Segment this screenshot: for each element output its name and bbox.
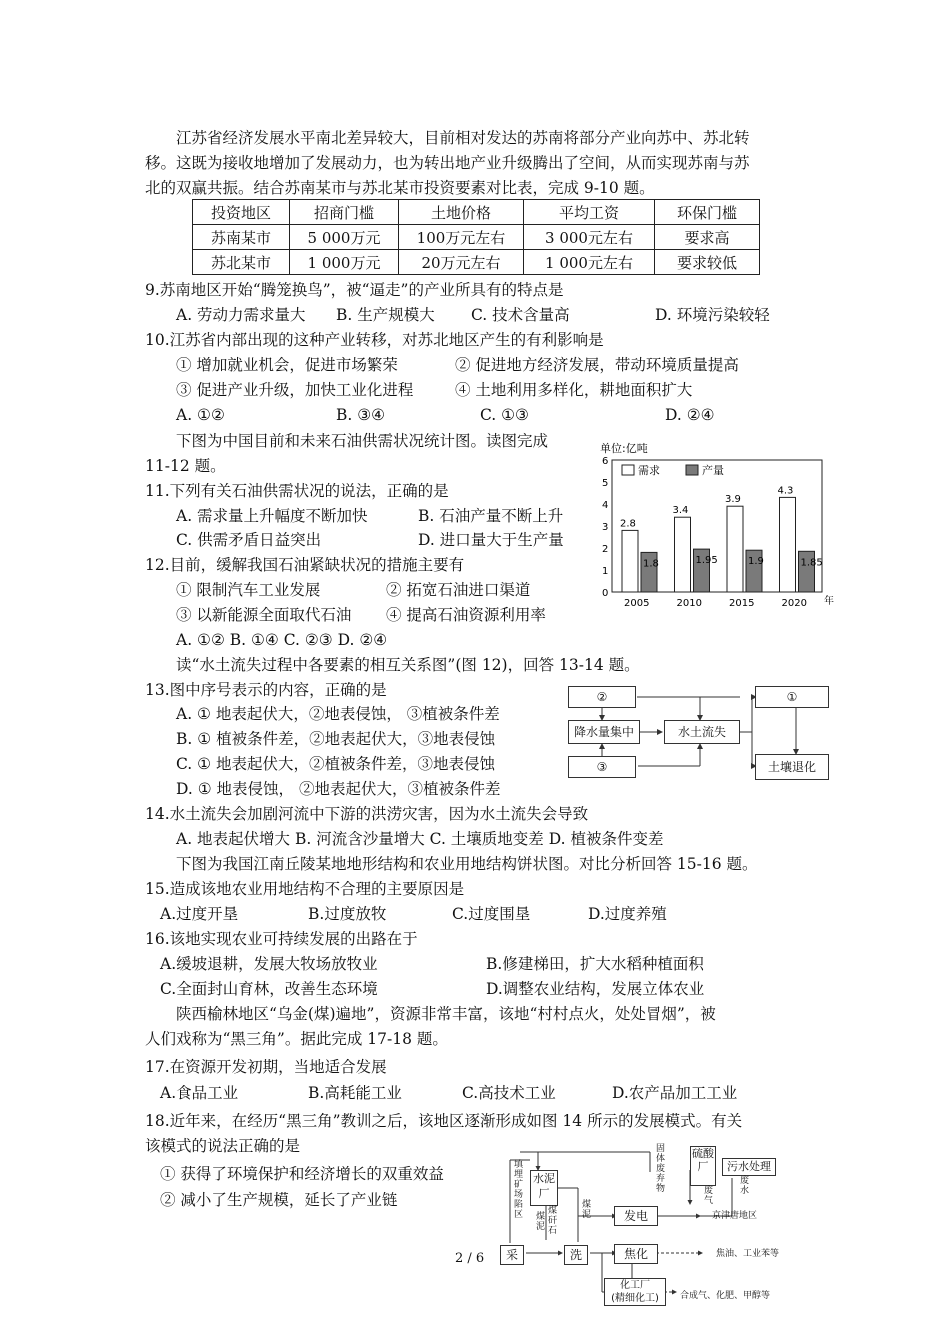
industry-slag-label: 煤泥 [536,1212,546,1232]
q14-options: A. 地表起伏增大 B. 河流含沙量增大 C. 土壤质地变差 D. 植被条件变差 [176,830,664,848]
industry-gangue-label: 煤矸石 [548,1206,558,1236]
industry-fill-label: 填埋矿场陷区 [514,1160,524,1220]
q17-option-b: B.高耗能工业 [308,1084,402,1102]
industry-coal-slime-label: 煤泥 [582,1200,592,1220]
industry-washing: 洗 [564,1245,588,1265]
intro-line-2: 移。这既为接收地增加了发展动力，也为转出地产业升级腾出了空间，从而实现苏南与苏 [145,154,750,172]
industry-coking: 焦化 [614,1244,658,1264]
q17-option-a: A.食品工业 [160,1084,239,1102]
q10-option-b: B. ③④ [336,406,386,424]
industry-mining: 采 [500,1245,524,1265]
table-cell: 5 000万元 [290,225,399,250]
intro-line-3: 北的双赢共振。结合苏南某市与苏北某市投资要素对比表，完成 9-10 题。 [145,179,655,197]
legend-production-swatch [686,465,698,475]
table-cell: 1 000元左右 [524,250,655,275]
table-row [193,250,760,275]
q17-stem: 17.在资源开发初期，当地适合发展 [145,1058,387,1076]
soil-intro: 读“水土流失过程中各要素的相互关系图”(图 12)，回答 13-14 题。 [176,656,640,674]
flow-box-soil: 土壤退化 [755,754,829,780]
bar-value-label: 2.8 [620,518,636,530]
industry-waste-gas-label: 废气 [704,1186,714,1206]
q10-statement-2: ② 促进地方经济发展，带动环境质量提高 [455,356,739,374]
q16-option-a: A.缓坡退耕，发展大牧场放牧业 [160,955,378,973]
bar-demand [727,506,743,592]
table-cell: 苏南某市 [193,225,290,250]
hill-intro: 下图为我国江南丘陵某地地形结构和农业用地结构饼状图。对比分析回答 15-16 题。 [176,855,758,873]
q11-option-b: B. 石油产量不断上升 [418,507,564,525]
bar-value-label: 3.9 [725,494,741,506]
y-tick-label: 5 [602,478,609,489]
intro-line-1: 江苏省经济发展水平南北差异较大，目前相对发达的苏南将部分产业向苏中、苏北转 [176,129,750,147]
q13-stem: 13.图中序号表示的内容，正确的是 [145,681,387,699]
table-row [193,225,760,250]
y-tick-label: 1 [602,566,609,577]
q10-option-c: C. ①③ [480,406,529,424]
q9-option-c: C. 技术含量高 [471,306,570,324]
y-tick-label: 3 [602,522,609,533]
q18-statement-1: ① 获得了环境保护和经济增长的双重效益 [160,1165,444,1183]
q18-line-1: 18.近年来，在经历“黑三角”教训之后，该地区逐渐形成如图 14 所示的发展模式。有关 [145,1112,743,1130]
table-header-row [193,200,760,225]
q10-statement-1: ① 增加就业机会，促进市场繁荣 [176,356,398,374]
q10-option-a: A. ①② [176,406,225,424]
industry-chem-sub: (精细化工) [611,1293,659,1304]
legend-production-label: 产量 [702,464,724,477]
table-header: 土地价格 [399,200,524,225]
q16-option-b: B.修建梯田，扩大水稻种植面积 [486,955,704,973]
legend-demand-swatch [622,465,634,475]
industry-solid-waste-label: 固体废弃物 [656,1144,666,1194]
y-tick-label: 6 [602,456,609,467]
q10-statement-3: ③ 促进产业升级，加快工业化进程 [176,381,414,399]
flow-box-erosion: 水土流失 [664,720,740,744]
q16-option-c: C.全面封山育林，改善生态环境 [160,980,378,998]
bar-value-label: 3.4 [672,505,689,517]
table-header: 环保门槛 [655,200,760,225]
industry-power: 发电 [614,1206,658,1226]
q15-option-b: B.过度放牧 [308,905,387,923]
q9-option-a: A. 劳动力需求量大 [176,306,306,324]
flow-box-1: ① [755,686,829,708]
page-number: 2 / 6 [455,1251,485,1266]
y-tick-label: 4 [602,500,609,511]
bar-value-label: 1.8 [643,558,659,570]
table-cell: 100万元左右 [399,225,524,250]
table-cell: 20万元左右 [399,250,524,275]
q15-option-d: D.过度养殖 [588,905,667,923]
x-tick-label: 2005 [624,598,650,609]
y-tick-label: 2 [602,544,609,555]
q13-option-b: B. ① 植被条件差，②地表起伏大，③地表侵蚀 [176,730,496,748]
bar-value-label: 4.3 [777,485,794,497]
bar-value-label: 1.9 [748,556,764,568]
q17-option-d: D.农产品加工工业 [612,1084,738,1102]
bar-demand [675,517,691,592]
q12-statement-3: ③ 以新能源全面取代石油 [176,606,352,624]
x-tick-label: 2020 [781,598,807,609]
q12-statement-1: ① 限制汽车工业发展 [176,581,321,599]
q14-stem: 14.水土流失会加剧河流中下游的洪涝灾害，因为水土流失会导致 [145,805,589,823]
oil-supply-demand-chart [598,440,848,610]
q18-statement-2: ② 减小了生产规模，延长了产业链 [160,1191,398,1209]
q15-stem: 15.造成该地农业用地结构不合理的主要原因是 [145,880,465,898]
flow-box-3: ③ [568,756,636,778]
industry-chem-label: 化工厂 [620,1280,650,1291]
q10-option-d: D. ②④ [665,406,715,424]
x-axis-suffix: 年 [824,596,834,607]
table-cell: 要求较低 [655,250,760,275]
table-cell: 苏北某市 [193,250,290,275]
industry-products-chem: 合成气、化肥、甲醇等 [680,1291,771,1301]
oil-intro-line-2: 11-12 题。 [145,457,226,475]
q10-statement-4: ④ 土地利用多样化，耕地面积扩大 [455,381,693,399]
oil-intro-line-1: 下图为中国目前和未来石油供需状况统计图。读图完成 [176,432,549,450]
q11-option-c: C. 供需矛盾日益突出 [176,531,322,549]
q9-option-d: D. 环境污染较轻 [655,306,770,324]
x-tick-label: 2015 [729,598,755,609]
industry-to-jjt: 京津唐地区 [712,1211,758,1221]
industry-chem-plant [604,1278,666,1306]
bar-value-label: 1.85 [800,557,823,569]
flow-box-2: ② [568,686,636,708]
q12-answers: A. ①② B. ①④ C. ②③ D. ②④ [176,631,388,649]
q15-option-c: C.过度围垦 [452,905,531,923]
bar-demand [780,497,796,592]
q17-option-c: C.高技术工业 [462,1084,556,1102]
x-tick-label: 2010 [676,598,702,609]
industry-cement: 水泥厂 [530,1170,558,1206]
bar-demand [622,530,638,592]
q12-stem: 12.目前，缓解我国石油紧缺状况的措施主要有 [145,556,465,574]
q11-option-a: A. 需求量上升幅度不断加快 [176,507,368,525]
industry-waste-water-label: 废水 [740,1176,750,1196]
table-cell: 1 000万元 [290,250,399,275]
q16-option-d: D.调整农业结构，发展立体农业 [486,980,705,998]
q15-option-a: A.过度开垦 [160,905,239,923]
table-cell: 要求高 [655,225,760,250]
table-header: 投资地区 [193,200,290,225]
flow-box-rain: 降水量集中 [568,720,640,744]
industry-acid-plant: 硫酸厂 [690,1146,716,1186]
q11-stem: 11.下列有关石油供需状况的说法，正确的是 [145,482,449,500]
q11-option-d: D. 进口量大于生产量 [418,531,564,549]
q12-statement-4: ④ 提高石油资源利用率 [386,606,546,624]
table-header: 平均工资 [524,200,655,225]
q12-statement-2: ② 拓宽石油进口渠道 [386,581,531,599]
investment-table [192,199,760,275]
shaanxi-line-2: 人们戏称为“黑三角”。据此完成 17-18 题。 [145,1030,448,1048]
table-header: 招商门槛 [290,200,399,225]
q10-stem: 10.江苏省内部出现的这种产业转移，对苏北地区产生的有利影响是 [145,331,604,349]
chart-unit-label: 单位:亿吨 [600,442,648,455]
q16-stem: 16.该地实现农业可持续发展的出路在于 [145,930,418,948]
q9-option-b: B. 生产规模大 [336,306,435,324]
legend-demand-label: 需求 [638,464,660,477]
bar-value-label: 1.95 [695,555,718,567]
shaanxi-line-1: 陕西榆林地区“乌金(煤)遍地”，资源非常丰富，该地“村村点火，处处冒烟”，被 [176,1005,716,1023]
q9-stem: 9.苏南地区开始“腾笼换鸟”，被“逼走”的产业所具有的特点是 [145,281,564,299]
industry-products-coking: 焦油、工业苯等 [716,1249,780,1259]
y-tick-label: 0 [602,588,609,599]
q13-option-c: C. ① 地表起伏大，②植被条件差，③地表侵蚀 [176,755,495,773]
table-cell: 3 000元左右 [524,225,655,250]
industry-sewage: 污水处理 [722,1158,776,1176]
q18-line-2: 该模式的说法正确的是 [145,1137,301,1155]
q13-option-d: D. ① 地表侵蚀， ②地表起伏大，③植被条件差 [176,780,501,798]
q13-option-a: A. ① 地表起伏大，②地表侵蚀， ③植被条件差 [176,705,500,723]
